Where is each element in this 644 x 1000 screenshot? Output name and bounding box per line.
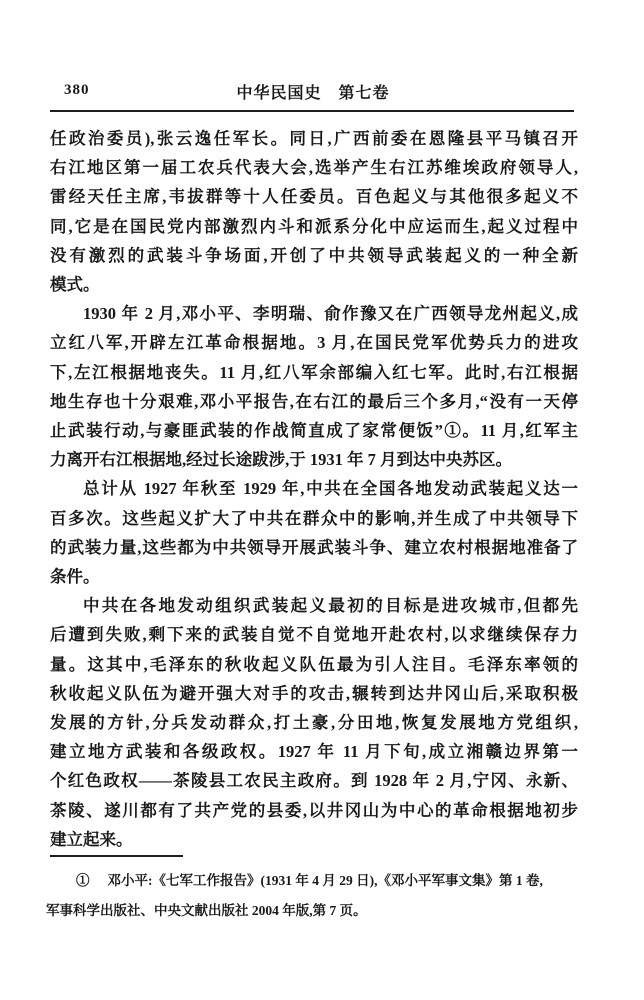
- text-line: 茶陵、遂川都有了共产党的县委,以井冈山为中心的革命根据地初步: [50, 800, 578, 820]
- text-line: 右江地区第一届工农兵代表大会,选举产生右江苏维埃政府领导人,: [50, 158, 578, 178]
- page-number: 380: [64, 82, 90, 98]
- text-line: 同,它是在国民党内部激烈内斗和派系分化中应运而生,起义过程中: [50, 216, 578, 236]
- footnote-text: 邓小平:《七军工作报告》(1931 年 4 月 29 日),《邓小平军事文集》第 1 卷,: [107, 873, 543, 888]
- paragraph-3: [50, 474, 578, 591]
- text-line: 百多次。这些起义扩大了中共在群众中的影响,并生成了中共领导下: [50, 508, 578, 528]
- header-rule: [50, 110, 574, 112]
- paragraph-1: [50, 124, 578, 299]
- paragraph-2: [50, 299, 578, 474]
- page-body: [50, 124, 578, 856]
- text-line: 1930 年 2 月,邓小平、李明瑞、俞作豫又在广西领导龙州起义,成: [83, 304, 578, 324]
- text-line: 条件。: [50, 567, 100, 587]
- text-line: 个红色政权——茶陵县工农民主政府。到 1928 年 2 月,宁冈、永新、: [50, 771, 578, 791]
- text-line: 力离开右江根据地,经过长途跋涉,于 1931 年 7 月到达中央苏区。: [50, 450, 512, 470]
- text-line: 下,左江根据地丧失。11 月,红八军余部编入红七军。此时,右江根据: [50, 362, 578, 382]
- paragraph-4: [50, 591, 578, 854]
- text-line: 的武装力量,这些都为中共领导开展武装斗争、建立农村根据地准备了: [50, 537, 578, 557]
- footnote-line: [46, 866, 583, 896]
- text-line: 后遭到失败,剩下来的武装自觉不自觉地开赴农村,以求继续保存力: [50, 625, 578, 645]
- text-line: 中共在各地发动组织武装起义最初的目标是进攻城市,但都先: [83, 596, 578, 616]
- footnote-marker: ①: [76, 873, 90, 888]
- text-line: 止武装行动,与豪匪武装的作战简直成了家常便饭”①。11 月,红军主: [50, 421, 578, 441]
- text-line: 地生存也十分艰难,邓小平报告,在右江的最后三个多月,“没有一天停: [50, 391, 578, 411]
- running-title: 中华民国史 第七卷: [236, 85, 390, 102]
- footnote-line: 军事科学出版社、中央文献出版社 2004 年版,第 7 页。: [46, 903, 367, 918]
- text-line: 雷经天任主席,韦拔群等十人任委员。百色起义与其他很多起义不: [50, 187, 578, 207]
- text-line: 建立地方武装和各级政权。1927 年 11 月下旬,成立湘赣边界第一: [50, 742, 578, 762]
- text-line: 秋收起义队伍为避开强大对手的攻击,辗转到达井冈山后,采取积极: [50, 683, 578, 703]
- text-line: 模式。: [50, 275, 100, 295]
- footnote: [46, 866, 583, 926]
- text-line: 量。这其中,毛泽东的秋收起义队伍最为引人注目。毛泽东率领的: [50, 654, 578, 674]
- text-line: 任政治委员),张云逸任军长。同日,广西前委在恩隆县平马镇召开: [50, 129, 578, 148]
- running-header: [52, 80, 574, 102]
- text-line: 立红八军,开辟左江革命根据地。3 月,在国民党军优势兵力的进攻: [50, 333, 578, 353]
- text-line: 建立起来。: [50, 829, 133, 849]
- text-line: 没有激烈的武装斗争场面,开创了中共领导武装起义的一种全新: [50, 245, 578, 265]
- text-line: 总计从 1927 年秋至 1929 年,中共在全国各地发动武装起义达一: [83, 479, 578, 499]
- text-line: 发展的方针,分兵发动群众,打土豪,分田地,恢复发展地方党组织,: [50, 713, 578, 733]
- footnote-rule: [50, 855, 183, 857]
